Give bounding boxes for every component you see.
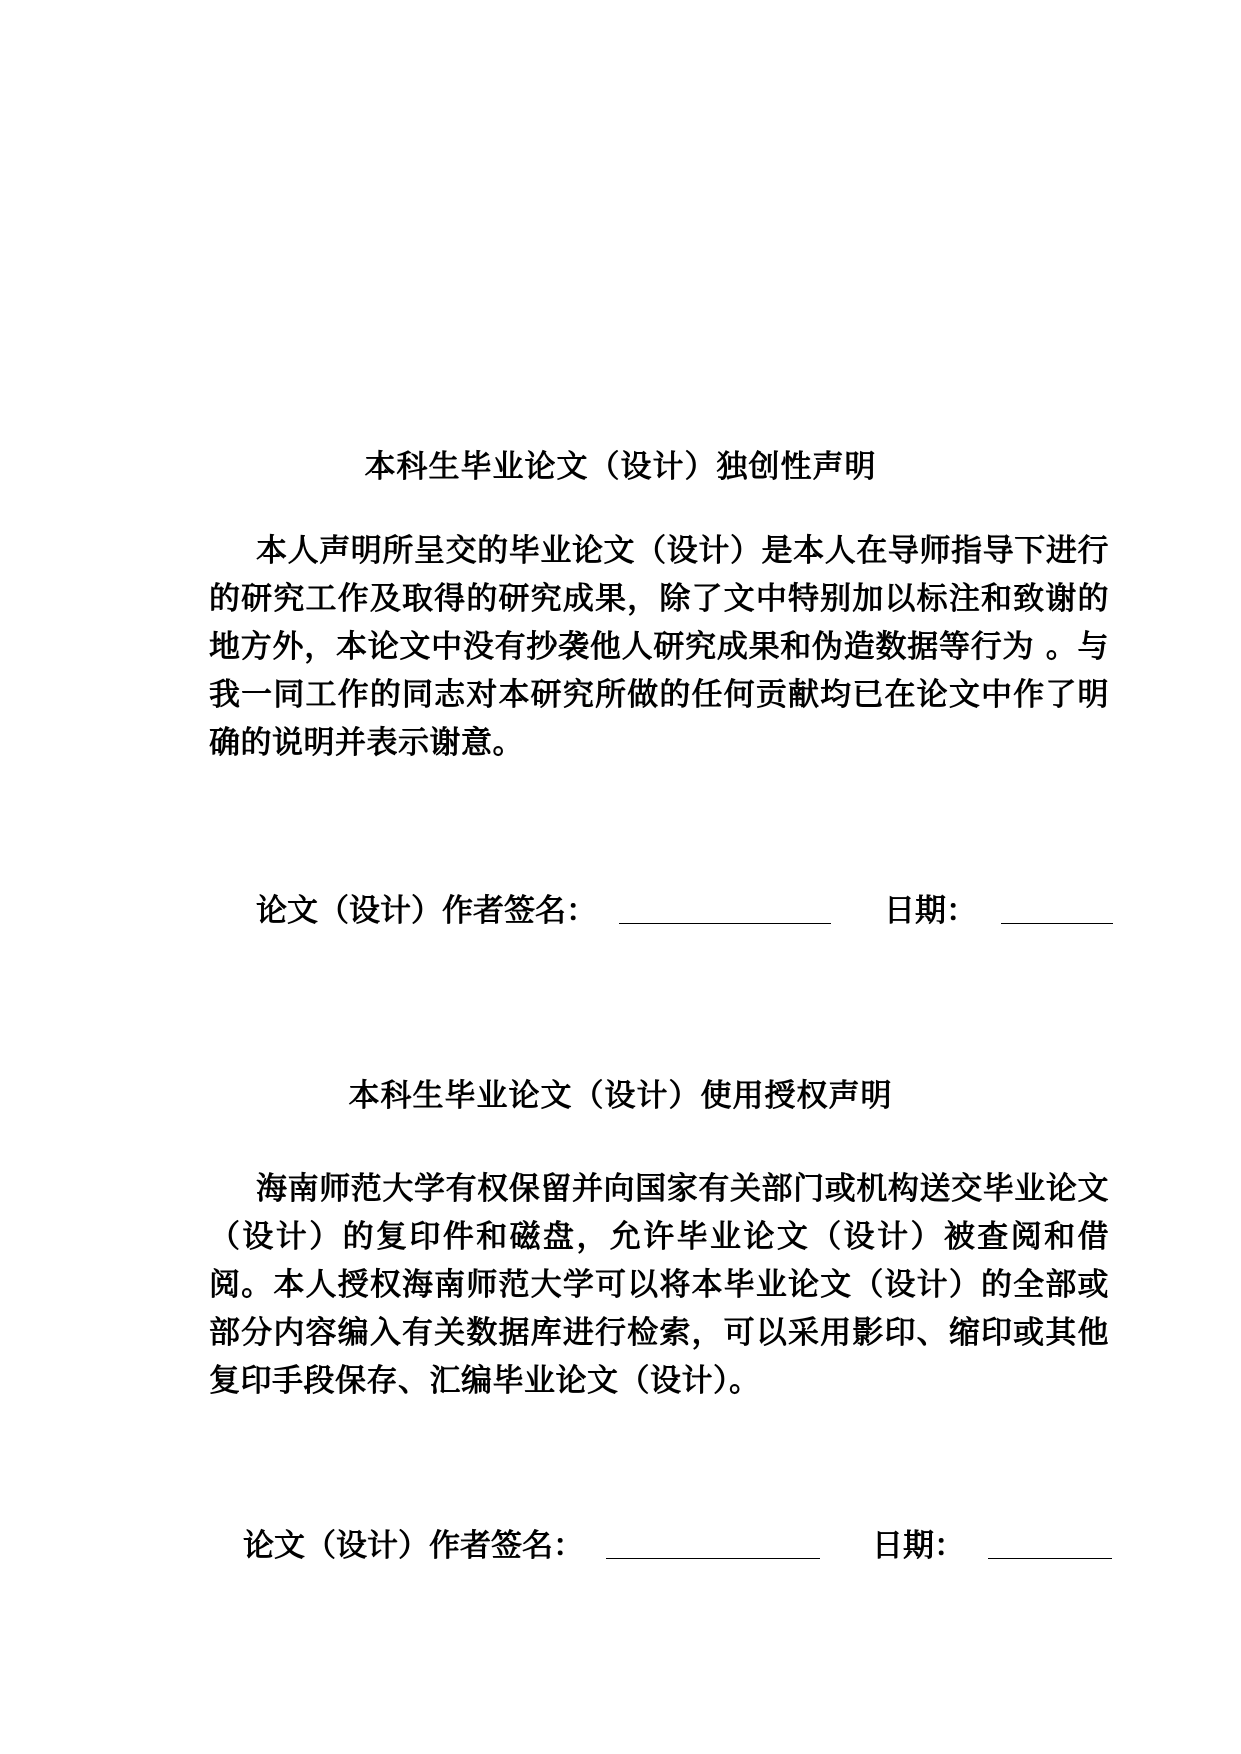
originality-signature-label: 论文（设计）作者签名：: [256, 893, 597, 929]
authorization-title: 本科生毕业论文（设计）使用授权声明: [348, 1078, 893, 1114]
authorization-date-label: 日期：: [872, 1528, 965, 1564]
authorization-signature-label: 论文（设计）作者签名：: [243, 1528, 584, 1564]
authorization-signature-row: [0, 1520, 1241, 1570]
originality-body: 本人声明所呈交的毕业论文（设计）是本人在导师指导下进行的研究工作及取得的研究成果，除了文中特别加以标注和致谢的地方外，本论文中没有抄袭他人研究成果和伪造数据等行为 。与我一同工作的同志对本研究所做的任何贡献均已在论文中作了明确的说明并表示谢意。: [209, 533, 1109, 761]
originality-signature-line: [619, 923, 831, 924]
originality-date-label: 日期：: [884, 893, 977, 929]
originality-title: 本科生毕业论文（设计）独创性声明: [364, 449, 877, 485]
authorization-body: 海南师范大学有权保留并向国家有关部门或机构送交毕业论文（设计）的复印件和磁盘，允许毕业论文（设计）被查阅和借阅。本人授权海南师范大学可以将本毕业论文（设计）的全部或部分内容编入有关数据库进行检索，可以采用影印、缩印或其他复印手段保存、汇编毕业论文（设计）。: [209, 1171, 1109, 1399]
originality-date-line: [1001, 923, 1113, 924]
authorization-signature-line: [606, 1558, 820, 1559]
originality-signature-row: [0, 885, 1241, 935]
authorization-date-line: [988, 1558, 1112, 1559]
